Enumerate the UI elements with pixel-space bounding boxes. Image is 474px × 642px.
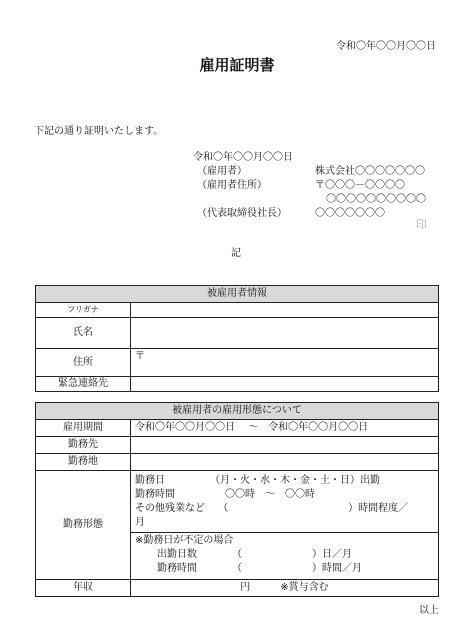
- employment-form-heading: 被雇用者の雇用形態について: [36, 403, 439, 420]
- employment-form-table: [35, 402, 439, 597]
- document-title: 雇用証明書: [199, 56, 275, 74]
- name-field[interactable]: [131, 318, 439, 349]
- representative-label: （代表取締役社長）: [197, 208, 287, 219]
- annual-income-label: 年収: [36, 580, 131, 597]
- ki-mark: 記: [231, 248, 241, 259]
- postal-mark: 〒: [135, 351, 145, 362]
- representative-value: 〇〇〇〇〇〇〇: [315, 208, 385, 219]
- workplace-field[interactable]: [131, 437, 439, 454]
- employer-value: 株式会社〇〇〇〇〇〇〇: [315, 166, 425, 177]
- employment-period-label: 雇用期間: [36, 420, 131, 437]
- irregular-schedule-section: [131, 533, 438, 578]
- seal-mark: 印: [416, 218, 427, 231]
- overtime-line[interactable]: その他残業など （ ）時間程度／: [135, 503, 409, 514]
- emergency-contact-field[interactable]: [131, 377, 439, 392]
- work-days-line[interactable]: 勤務日 （月・火・水・木・金・土・日）出勤: [135, 475, 380, 486]
- document-date: 令和〇年〇〇月〇〇日: [336, 41, 436, 52]
- work-location-field[interactable]: [131, 454, 439, 471]
- emergency-contact-label: 緊急連絡先: [36, 377, 131, 392]
- furigana-field[interactable]: [131, 303, 439, 318]
- address-label: 住所: [36, 349, 131, 377]
- work-hours-line[interactable]: 勤務時間 〇〇時 ～ 〇〇時: [135, 489, 315, 500]
- employer-postal-code: 〒〇〇〇－〇〇〇〇: [315, 180, 405, 191]
- employer-address-value: 〇〇〇〇〇〇〇〇〇〇: [326, 194, 426, 205]
- name-label: 氏名: [36, 318, 131, 349]
- intro-text: 下記の通り証明いたします。: [34, 126, 164, 137]
- employment-period-value[interactable]: 令和〇年〇〇月〇〇日 ～ 令和〇年〇〇月〇〇日: [131, 420, 439, 437]
- overtime-unit: 月: [135, 517, 145, 528]
- work-location-label: 勤務地: [36, 454, 131, 471]
- address-field[interactable]: [131, 349, 439, 377]
- work-form-label: 勤務形態: [36, 471, 131, 580]
- closing-text: 以上: [419, 605, 439, 616]
- employer-label: （雇用者）: [197, 166, 247, 177]
- workplace-label: 勤務先: [36, 437, 131, 454]
- annual-income-value[interactable]: 円 ※賞与含む: [131, 580, 439, 597]
- employee-info-table: [35, 285, 439, 392]
- attendance-hours-line[interactable]: 勤務時間 （ ）時間／月: [157, 563, 362, 574]
- employee-info-heading: 被雇用者情報: [36, 286, 439, 303]
- employer-address-label: （雇用者住所）: [197, 180, 267, 191]
- issue-date: 令和〇年〇〇月〇〇日: [193, 152, 293, 163]
- attendance-days-line[interactable]: 出勤日数 （ ）日／月: [157, 549, 352, 560]
- work-schedule-section: [131, 472, 438, 533]
- furigana-label: フリガナ: [36, 303, 131, 318]
- irregular-note: ※勤務日が不定の場合: [135, 535, 234, 546]
- work-form-cell: [131, 471, 439, 580]
